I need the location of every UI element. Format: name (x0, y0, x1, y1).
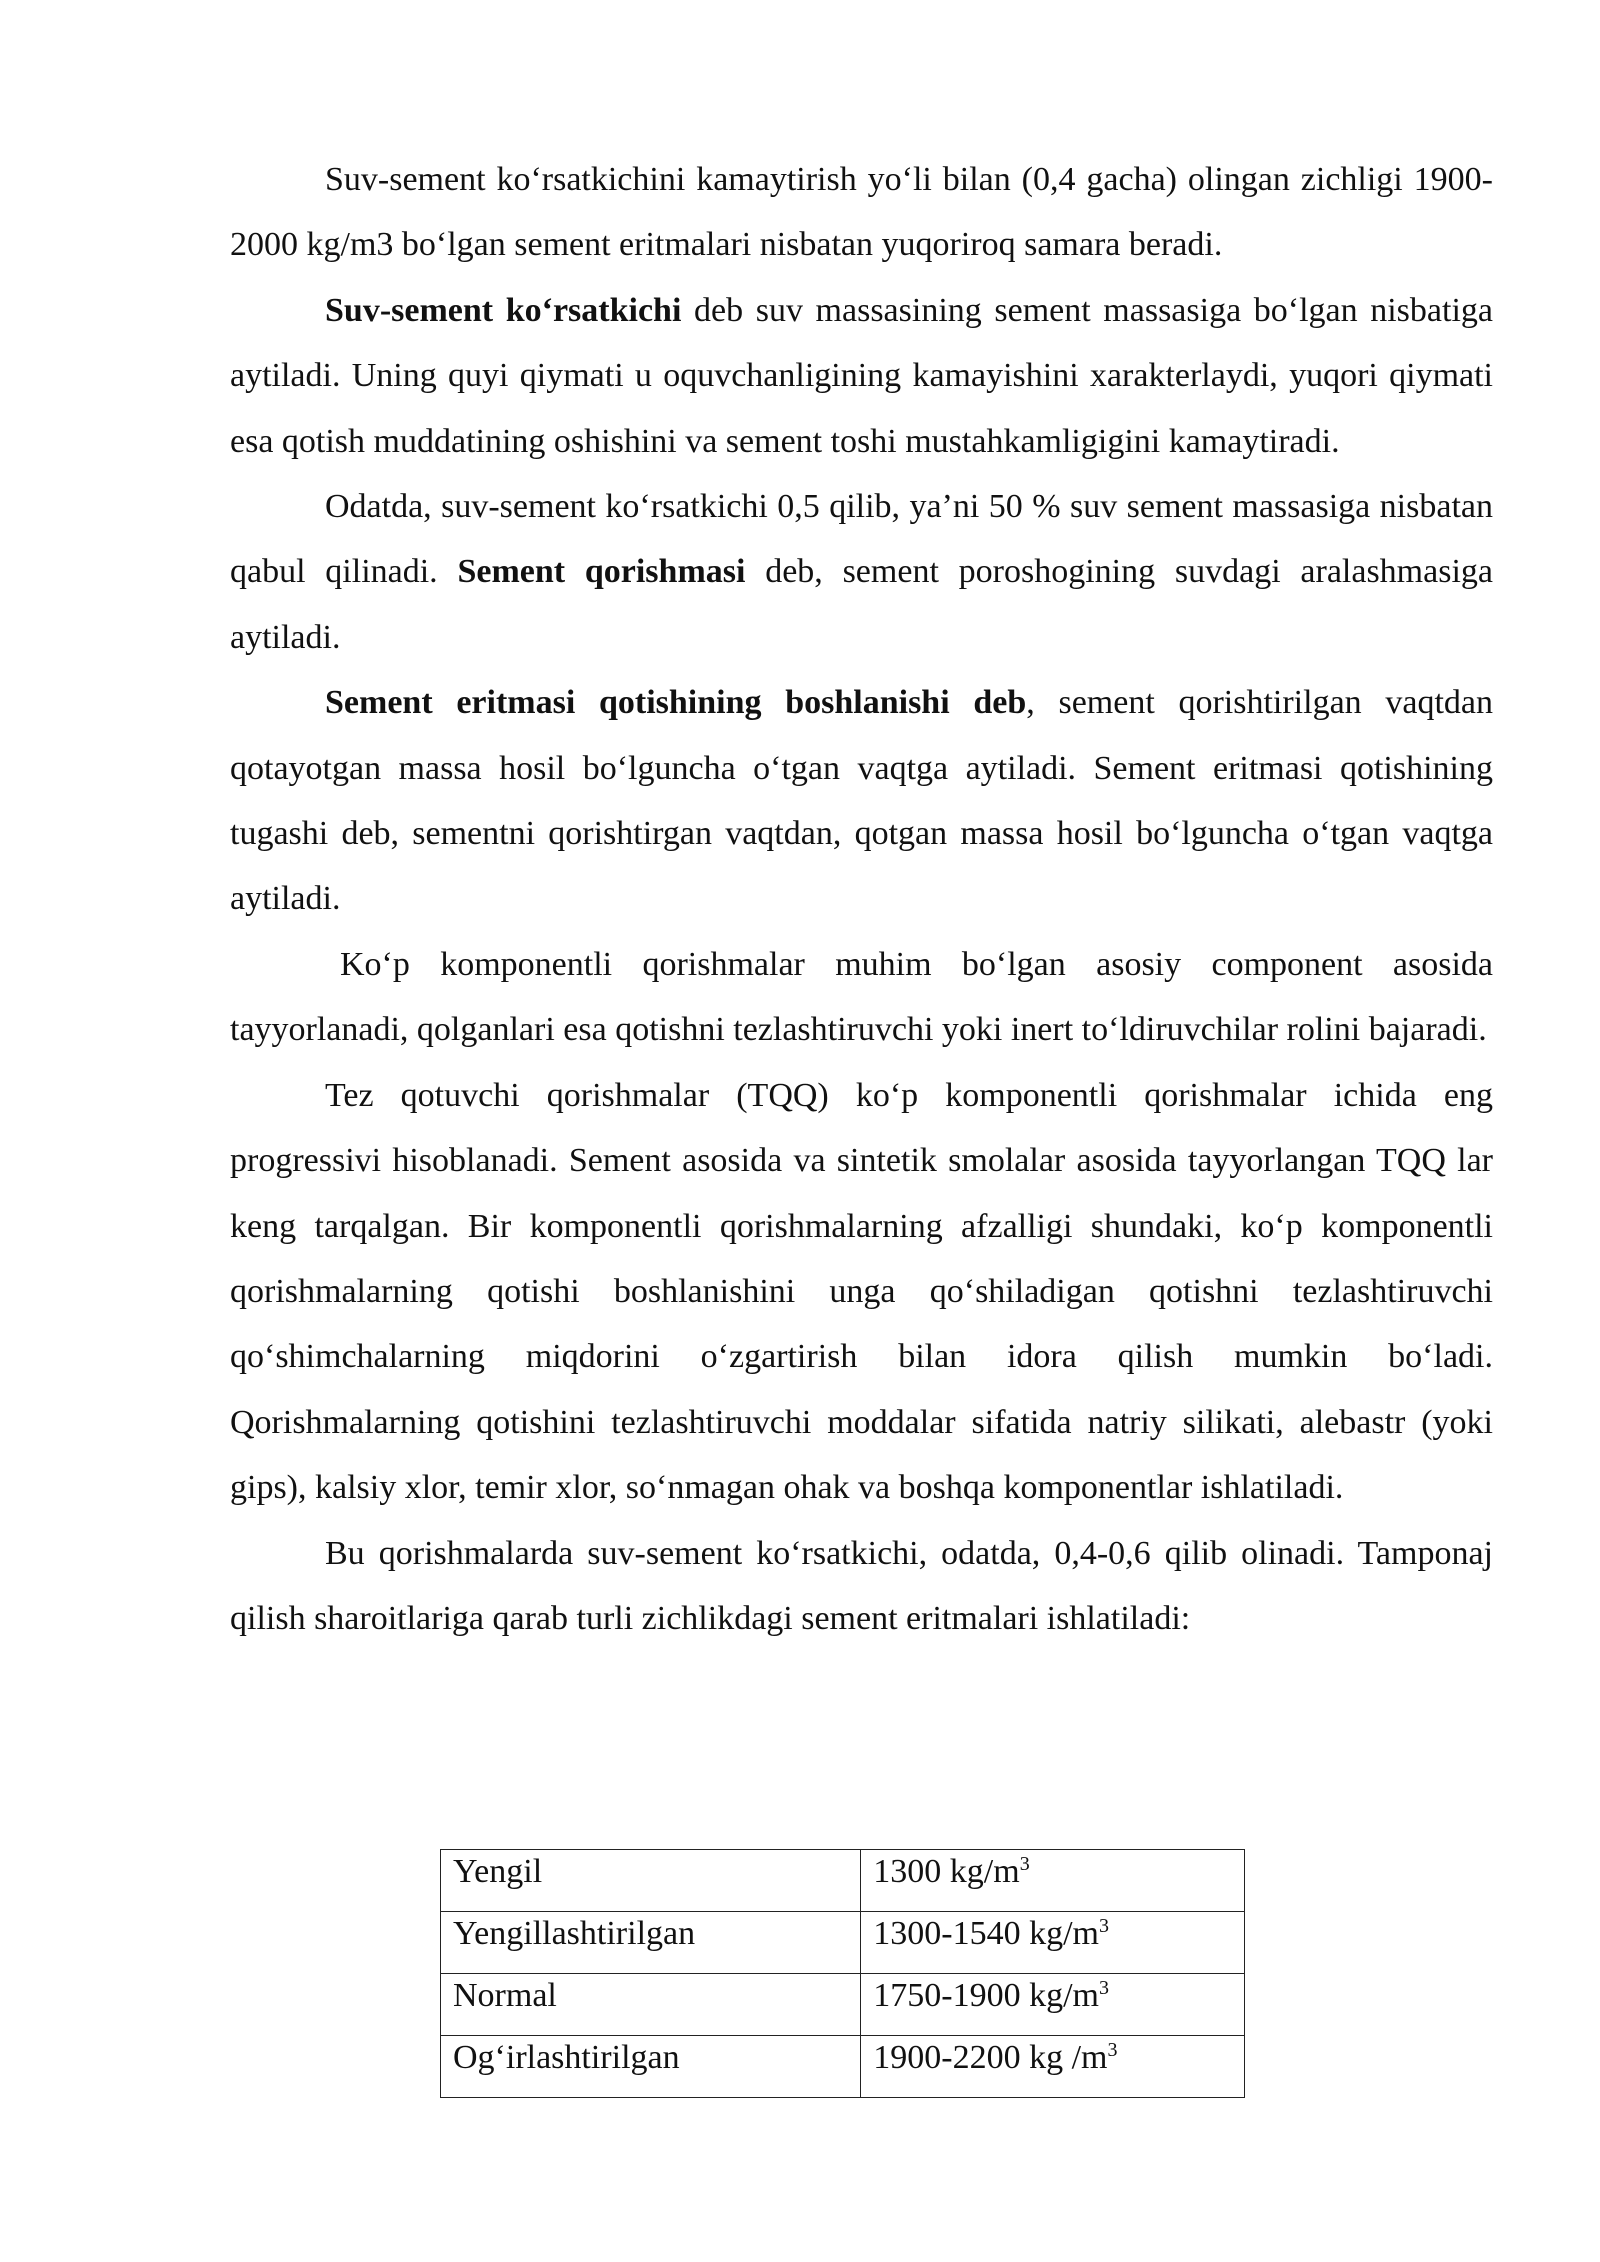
paragraph-4-text: , sement qorishtirilgan vaqtdan qotayotgan massa hosil bo‘lguncha o‘tgan vaqtga aytiladi. Sement eritmasi qotishining tugashi deb, sementni qorishtirgan vaqtdan, qotgan massa hosil bo‘lguncha o‘tgan vaqtga aytiladi. (230, 684, 1493, 918)
unit-exponent: 3 (1107, 2039, 1118, 2061)
cell-type: Og‘irlashtirilgan (441, 2036, 861, 2098)
density-value: 1900-2200 kg /m (873, 2039, 1108, 2076)
unit-exponent: 3 (1099, 1977, 1109, 1999)
paragraph-5 (230, 932, 1493, 1063)
term-qotish-boshlanishi: Sement eritmasi qotishining boshlanishi deb (325, 684, 1027, 722)
table-row (441, 2036, 1245, 2098)
unit-exponent: 3 (1099, 1915, 1109, 1937)
cell-density (861, 1912, 1245, 1974)
paragraph-6 (230, 1063, 1493, 1521)
cell-type: Yengil (441, 1850, 861, 1912)
density-table (440, 1849, 1245, 2098)
table-row (441, 1850, 1245, 1912)
table-row (441, 1974, 1245, 2036)
paragraph-3-text-b: deb, sement poroshogining suvdagi aralashmasiga aytiladi. (230, 553, 1493, 656)
paragraph-1 (230, 147, 1493, 278)
document-body (230, 147, 1493, 1651)
density-value: 1300-1540 kg/m (873, 1915, 1099, 1952)
unit-exponent: 3 (1019, 1853, 1030, 1875)
paragraph-3-text-a: Odatda, suv-sement ko‘rsatkichi 0,5 qilib, ya’ni 50 % suv sement massasiga nisbatan qabul qilinadi. (230, 488, 1493, 591)
paragraph-3 (230, 474, 1493, 670)
paragraph-7 (230, 1521, 1493, 1652)
paragraph-2-text: deb suv massasining sement massasiga bo‘lgan nisbatiga aytiladi. Uning quyi qiymati u oquvchanligining kamayishini xarakterlaydi, yuqori qiymati esa qotish muddatining oshishini va sement toshi mustahkamligigini kamaytiradi. (230, 291, 1493, 460)
table-row (441, 1912, 1245, 1974)
cell-type: Yengillashtirilgan (441, 1912, 861, 1974)
paragraph-4 (230, 670, 1493, 932)
paragraph-5-text: Ko‘p komponentli qorishmalar muhim bo‘lgan asosiy component asosida tayyorlanadi, qolganlari esa qotishni tezlashtiruvchi yoki inert to‘ldiruvchilar rolini bajaradi. (230, 945, 1493, 1049)
paragraph-1-text: Suv-sement ko‘rsatkichini kamaytirish yo‘li bilan (0,4 gacha) olingan zichligi 1900-2000 kg/m3 bo‘lgan sement eritmalari nisbatan yuqoriroq samara beradi. (230, 161, 1493, 264)
cell-density (861, 1850, 1245, 1912)
paragraph-7-text: Bu qorishmalarda suv-sement ko‘rsatkichi, odatda, 0,4-0,6 qilib olinadi. Tamponaj qilish sharoitlariga qarab turli zichlikdagi sement eritmalari ishlatiladi: (230, 1534, 1493, 1637)
paragraph-2 (230, 278, 1493, 474)
density-value: 1300 kg/m (873, 1853, 1020, 1890)
term-sement-qorishmasi: Sement qorishmasi (457, 553, 746, 591)
cell-density (861, 2036, 1245, 2098)
density-value: 1750-1900 kg/m (873, 1977, 1099, 2014)
paragraph-6-text: Tez qotuvchi qorishmalar (TQQ) ko‘p komponentli qorishmalar ichida eng progressivi hisoblanadi. Sement asosida va sintetik smolalar asosida tayyorlangan TQQ lar keng tarqalgan. Bir komponentli qorishmalarning afzalligi shundaki, ko‘p komponentli qorishmalarning qotishi boshlanishini unga qo‘shiladigan qotishni tezlashtiruvchi qo‘shimchalarning miqdorini o‘zgartirish bilan idora qilish mumkin bo‘ladi. Qorishmalarning qotishini tezlashtiruvchi moddalar sifatida natriy silikati, alebastr (yoki gips), kalsiy xlor, temir xlor, so‘nmagan ohak va boshqa komponentlar ishlatiladi. (230, 1076, 1493, 1507)
term-suv-sement-korsatkichi: Suv-sement ko‘rsatkichi (325, 291, 682, 329)
cell-density (861, 1974, 1245, 2036)
cell-type: Normal (441, 1974, 861, 2036)
